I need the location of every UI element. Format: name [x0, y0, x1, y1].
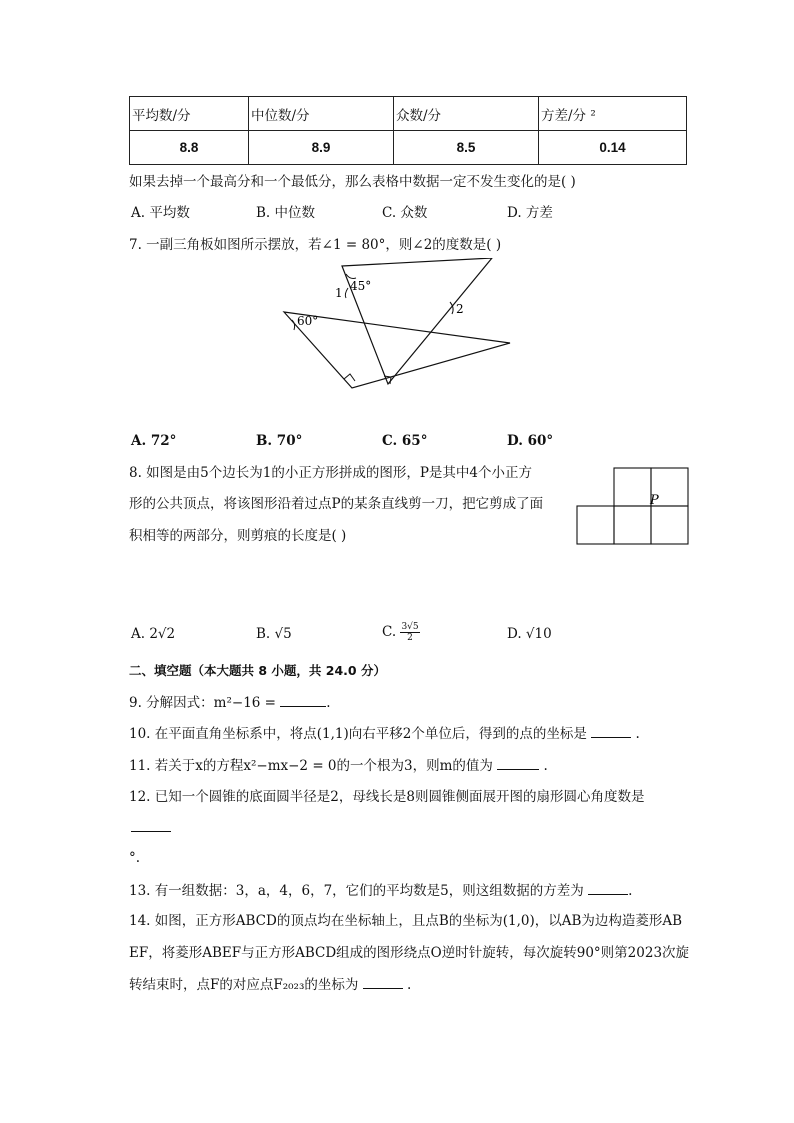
- q12-text: 12. 已知一个圆锥的底面圆半径是2，母线长是8则圆锥侧面展开图的扇形圆心角度数是: [129, 789, 645, 805]
- q9-end: .: [326, 695, 331, 711]
- q9: [129, 692, 331, 713]
- angle-1-label: 1: [335, 286, 343, 300]
- table-cell: 0.14: [539, 131, 687, 165]
- table-header-cell: 中位数/分: [249, 97, 394, 131]
- right-angle-mark: [344, 374, 355, 381]
- fraction-numerator: 3√5: [401, 622, 419, 632]
- angle-1-arc: [345, 288, 348, 298]
- q7-option-d: D. 60°: [507, 433, 554, 449]
- q12-answer-blank: [131, 817, 171, 836]
- section-title: 二、填空题（本大题共 8 小题，共 24.0 分）: [129, 663, 386, 678]
- q14-end: .: [406, 977, 412, 993]
- q6-option-b: B. 中位数: [256, 205, 316, 221]
- q8-squares-figure: [576, 467, 690, 547]
- q8-option-a: A. 2√2: [131, 626, 176, 642]
- table-header-cell: 众数/分: [394, 97, 539, 131]
- angle-2-label: 2: [456, 302, 464, 316]
- q8-line2: 形的公共顶点，将该图形沿着过点P的某条直线剪一刀，把它剪成了面: [129, 496, 544, 512]
- q7-triangle-figure: [280, 258, 520, 398]
- table-header-row: [130, 97, 687, 131]
- answer-blank: [131, 817, 171, 832]
- table-cell: 8.8: [130, 131, 249, 165]
- q11-end: .: [543, 758, 548, 774]
- q10: [129, 723, 640, 744]
- q14-text: 转结束时，点F的对应点F₂₀₂₃的坐标为: [129, 977, 359, 993]
- q13-end: .: [628, 883, 633, 899]
- angle-60-label: 60°: [297, 314, 319, 328]
- fraction-denominator: 2: [407, 633, 413, 643]
- q10-text: 10. 在平面直角坐标系中，将点(1,1)向右平移2个单位后，得到的点的坐标是: [129, 726, 587, 742]
- answer-blank: [280, 692, 326, 707]
- q8-option-c-fraction: [400, 622, 419, 643]
- q14-line1: 14. 如图，正方形ABCD的顶点均在坐标轴上，且点B的坐标为(1,0)，以AB为边构造菱形AB: [129, 913, 683, 929]
- q8-option-c-label: C.: [382, 624, 397, 640]
- q12-unit: °.: [129, 850, 141, 866]
- q13-text: 13. 有一组数据：3，a，4，6，7，它们的平均数是5，则这组数据的方差为: [129, 883, 584, 899]
- table-row: [130, 131, 687, 165]
- q10-end: .: [635, 726, 640, 742]
- q7-option-a: A. 72°: [131, 433, 177, 449]
- table-header-cell: 平均数/分: [130, 97, 249, 131]
- answer-blank: [591, 723, 631, 738]
- angle-45-label: 45°: [350, 279, 372, 293]
- triangle-45: [342, 258, 492, 384]
- q6-option-d: D. 方差: [507, 205, 553, 221]
- q9-text: 9. 分解因式：m²−16 =: [129, 695, 276, 711]
- q14-line2: EF，将菱形ABEF与正方形ABCD组成的图形绕点O逆时针旋转，每次旋转90°则第2023次旋: [129, 945, 690, 961]
- table-cell: 8.5: [394, 131, 539, 165]
- answer-blank: [497, 755, 539, 770]
- q8-option-b: B. √5: [256, 626, 292, 642]
- square: [614, 468, 651, 506]
- q8-line3: 积相等的两部分，则剪痕的长度是( ): [129, 528, 347, 544]
- q8-option-d: D. √10: [507, 626, 552, 642]
- angle-45-arc: [346, 274, 356, 279]
- point-p-label: P: [650, 493, 659, 508]
- q7-option-c: C. 65°: [382, 433, 428, 449]
- q6-question: 如果去掉一个最高分和一个最低分，那么表格中数据一定不发生变化的是( ): [129, 174, 576, 190]
- q7-option-b: B. 70°: [256, 433, 303, 449]
- q14-line3: [129, 974, 411, 995]
- q6-option-c: C. 众数: [382, 205, 428, 221]
- q6-option-a: A. 平均数: [131, 205, 190, 221]
- stats-table: [129, 96, 687, 165]
- q7-question: 7. 一副三角板如图所示摆放，若∠1 = 80°，则∠2的度数是( ): [129, 237, 502, 253]
- table-header-cell: 方差/分 ²: [539, 97, 687, 131]
- q11-text: 11. 若关于x的方程x²−mx−2 = 0的一个根为3，则m的值为: [129, 758, 493, 774]
- answer-blank: [363, 974, 403, 989]
- q11: [129, 755, 548, 776]
- q8-line1: 8. 如图是由5个边长为1的小正方形拼成的图形，P是其中4个小正方: [129, 465, 533, 481]
- q8-option-c: [382, 622, 420, 643]
- answer-blank: [588, 880, 628, 895]
- q13: [129, 880, 632, 901]
- square: [651, 506, 688, 544]
- square: [614, 506, 651, 544]
- square: [577, 506, 614, 544]
- table-cell: 8.9: [249, 131, 394, 165]
